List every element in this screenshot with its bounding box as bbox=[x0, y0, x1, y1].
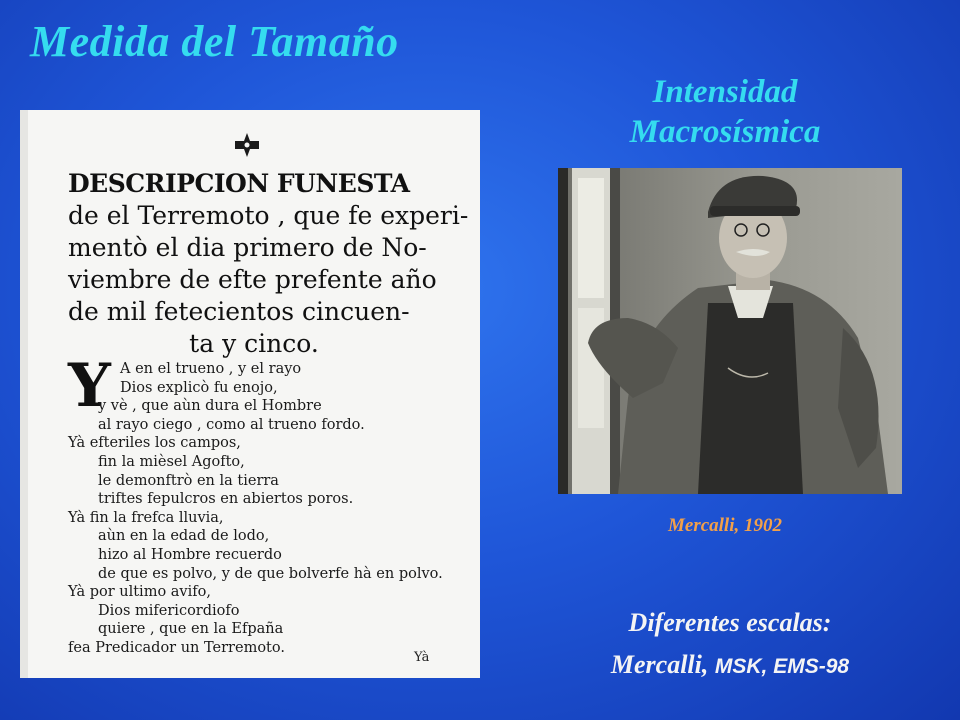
verse-line: Yà efteriles los campos, bbox=[68, 435, 241, 452]
portrait-illustration bbox=[558, 168, 902, 494]
verse-line: A en el trueno , y el rayo bbox=[120, 361, 302, 377]
verse-line: quiere , que en la Efpaña bbox=[98, 621, 284, 638]
page-edge bbox=[20, 110, 28, 678]
verse-line: hizo al Hombre recuerdo bbox=[98, 546, 282, 563]
verse-line: fin la mièsel Agofto, bbox=[98, 453, 245, 470]
heading-line: ta y cinco. bbox=[189, 329, 319, 358]
verse-line: fea Predicador un Terremoto. bbox=[68, 639, 285, 656]
mercalli-portrait-photo bbox=[558, 168, 902, 494]
photo-caption: Mercalli, 1902 bbox=[668, 515, 782, 536]
verse-line: y vè , que aùn dura el Hombre bbox=[98, 398, 322, 415]
verse-line: le demonftrò en la tierra bbox=[98, 472, 279, 489]
verse-line: Dios explicò fu enojo, bbox=[120, 379, 278, 396]
cross-icon bbox=[234, 132, 260, 158]
catchword: Yà bbox=[414, 650, 430, 665]
subtitle-line-1: Intensidad bbox=[652, 74, 798, 110]
scales-heading: Diferentes escalas: bbox=[628, 608, 832, 637]
verse-line: de que es polvo, y de que bolverfe hà en polvo. bbox=[98, 565, 443, 582]
verse-line: Yà por ultimo avifo, bbox=[68, 584, 211, 601]
heading-line: DESCRIPCION FUNESTA bbox=[68, 169, 410, 198]
document-heading bbox=[68, 168, 469, 360]
scales-note bbox=[540, 602, 920, 688]
verse-line: triftes fepulcros en abiertos poros. bbox=[98, 491, 354, 508]
heading-line: mentò el dia primero de No- bbox=[68, 233, 427, 262]
subtitle bbox=[560, 72, 890, 152]
heading-line: de el Terremoto , que fe experi- bbox=[68, 201, 469, 230]
verse-line: Dios mifericordiofo bbox=[98, 602, 240, 619]
drop-cap: Y bbox=[68, 351, 111, 421]
verse-line: al rayo ciego , como al trueno fordo. bbox=[98, 416, 365, 433]
scale-mercalli: Mercalli, bbox=[610, 650, 715, 679]
verse-line: aùn en la edad de lodo, bbox=[98, 528, 270, 545]
poem-text bbox=[68, 360, 458, 658]
heading-line: viembre de efte prefente año bbox=[68, 265, 437, 294]
heading-line: de mil fetecientos cincuen- bbox=[68, 297, 410, 326]
subtitle-line-2: Macrosísmica bbox=[629, 114, 821, 150]
slide-title: Medida del Tamaño bbox=[30, 17, 399, 66]
scale-msk-ems: MSK, EMS-98 bbox=[714, 655, 850, 678]
verse-line: Yà fin la frefca lluvia, bbox=[68, 509, 224, 526]
historical-document-image bbox=[20, 110, 480, 678]
scales-list bbox=[540, 644, 920, 688]
